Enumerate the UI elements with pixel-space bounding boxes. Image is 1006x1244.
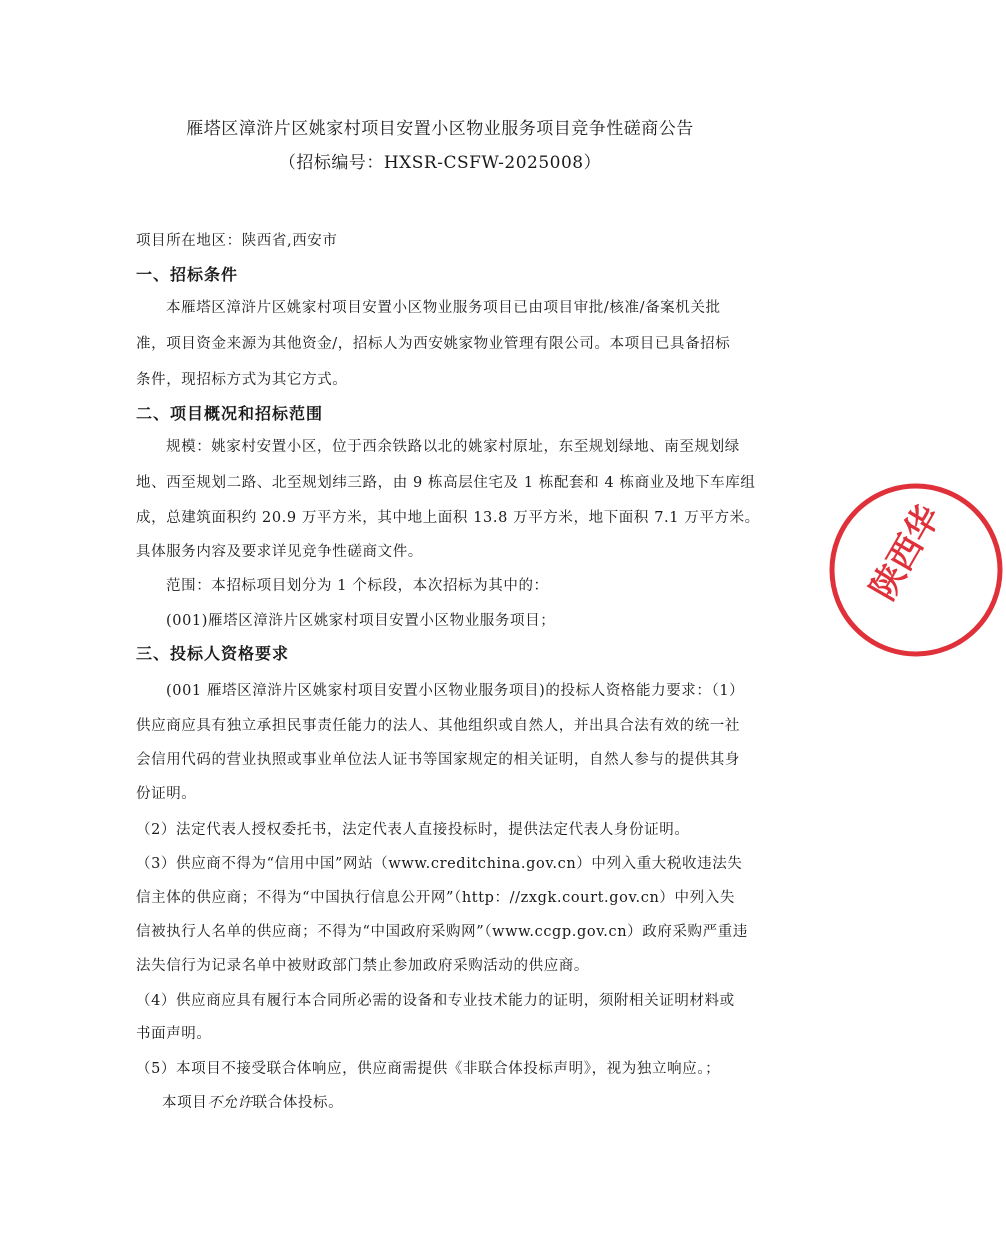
closing-suffix: 联合体投标。 [252,1095,344,1111]
closing-emphasis: 不允许 [207,1095,253,1111]
paragraph-line: （5）本项目不接受联合体响应，供应商需提供《非联合体投标声明》，视为独立响应。； [136,1061,721,1077]
paragraph-line: (001)雁塔区漳浒片区姚家村项目安置小区物业服务项目； [166,613,556,629]
paragraph-line: 准，项目资金来源为其他资金/，招标人为西安姚家物业管理有限公司。本项目已具备招标 [136,336,731,352]
project-location: 项目所在地区：陕西省,西安市 [136,233,338,249]
document-title: 雁塔区漳浒片区姚家村项目安置小区物业服务项目竞争性磋商公告 [186,119,694,139]
paragraph-line: 书面声明。 [136,1026,212,1042]
closing-line [162,1091,343,1112]
paragraph-line: 法失信行为记录名单中被财政部门禁止参加政府采购活动的供应商。 [136,958,589,974]
paragraph-line: 条件，现招标方式为其它方式。 [136,372,348,388]
paragraph-line: （4）供应商应具有履行本合同所必需的设备和专业技术能力的证明，须附相关证明材料或 [136,993,735,1009]
section-heading-2: 二、项目概况和招标范围 [136,404,324,423]
paragraph-line: 范围：本招标项目划分为 1 个标段，本次招标为其中的： [166,578,549,594]
paragraph-line: （3）供应商不得为“信用中国”网站（www.creditchina.gov.cn）中列入重大税收违法失 [136,856,743,872]
paragraph-line: (001 雁塔区漳浒片区姚家村项目安置小区物业服务项目)的投标人资格能力要求：（1） [166,683,745,699]
paragraph-line: 成，总建筑面积约 20.9 万平方米，其中地上面积 13.8 万平方米，地下面积 7.1 万平方米。 [136,510,760,526]
section-heading-1: 一、招标条件 [136,265,239,284]
paragraph-line: 规模：姚家村安置小区，位于西余铁路以北的姚家村原址，东至规划绿地、南至规划绿 [166,439,740,455]
paragraph-line: 信主体的供应商；不得为“中国执行信息公开网”（http：//zxgk.court.gov.cn）中列入失 [136,890,735,906]
paragraph-line: （2）法定代表人授权委托书，法定代表人直接投标时，提供法定代表人身份证明。 [136,822,690,838]
closing-prefix: 本项目 [162,1095,208,1111]
company-seal-stamp [826,480,1006,660]
paragraph-line: 地、西至规划二路、北至规划纬三路，由 9 栋高层住宅及 1 栋配套和 4 栋商业及地下车库组 [136,475,756,491]
seal-text: 陕西华 [862,498,949,608]
paragraph-line: 供应商应具有独立承担民事责任能力的法人、其他组织或自然人，并出具合法有效的统一社 [136,718,740,734]
paragraph-line: 份证明。 [136,786,197,802]
paragraph-line: 具体服务内容及要求详见竞争性磋商文件。 [136,544,423,560]
document-subtitle: （招标编号：HXSR-CSFW-2025008） [278,153,602,173]
section-heading-3: 三、投标人资格要求 [136,644,290,663]
paragraph-line: 本雁塔区漳浒片区姚家村项目安置小区物业服务项目已由项目审批/核准/备案机关批 [166,300,721,316]
paragraph-line: 信被执行人名单的供应商；不得为“中国政府采购网”（www.ccgp.gov.cn）政府采购严重违 [136,924,748,940]
paragraph-line: 会信用代码的营业执照或事业单位法人证书等国家规定的相关证明，自然人参与的提供其身 [136,752,740,768]
